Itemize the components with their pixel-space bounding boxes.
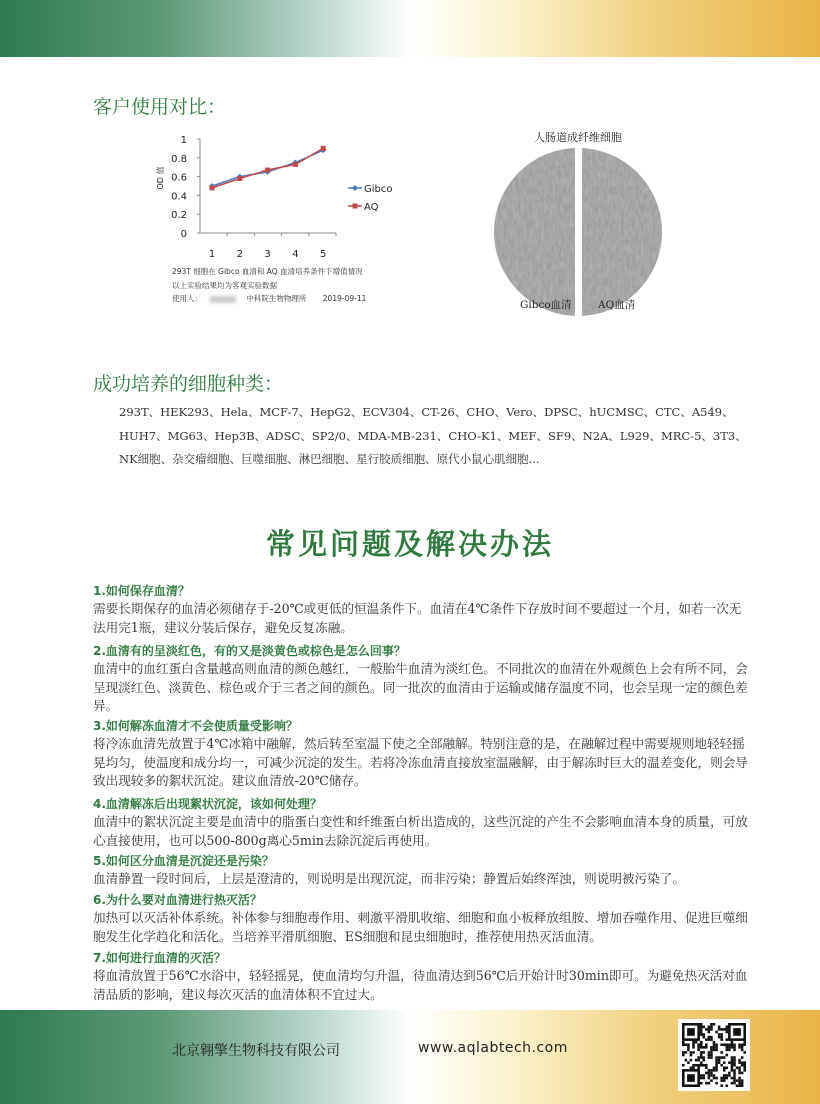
faq-item — [93, 892, 753, 946]
faq-item — [93, 796, 753, 850]
faq-item — [93, 853, 753, 889]
legend-label: AQ — [364, 202, 379, 213]
x-tick-label: 1 — [208, 249, 216, 260]
faq-answer: 血清静置一段时间后，上层是澄清的，则说明是出现沉淀，而非污染；静置后始终浑浊，则说明被污染了。 — [93, 871, 685, 886]
x-tick-label: 2 — [236, 249, 243, 260]
company-name: 北京翱擎生物科技有限公司 — [172, 1043, 340, 1059]
gibco-label: Gibco血清 — [520, 299, 572, 311]
faq-question: 3.如何解冻血清才不会使质量受影响？ — [93, 719, 298, 733]
qr-code — [678, 1019, 750, 1091]
section-title-cell-types: 成功培养的细胞种类： — [93, 373, 284, 395]
data-point-AQ — [210, 185, 215, 190]
data-point-AQ — [293, 162, 298, 167]
faq-answer: 需要长期保存的血清必须储存于-20℃或更低的恒温条件下。血清在4℃条件下存放时间不要超过一个月，如若一次无法用完1瓶，建议分装后保存，避免反复冻融。 — [93, 601, 742, 635]
y-tick-label: 0.2 — [171, 210, 187, 222]
data-point-AQ — [265, 168, 270, 173]
aq-label: AQ血清 — [598, 299, 636, 311]
faq-item — [93, 718, 753, 791]
legend-label: Gibco — [364, 184, 393, 195]
data-point-AQ — [237, 176, 242, 181]
legend-marker — [352, 185, 358, 191]
y-tick-label: 0.8 — [171, 153, 187, 165]
faq-answer: 血清中的血红蛋白含量越高则血清的颜色越红，一般胎牛血清为淡红色。不同批次的血清在外观颜色上会有所不同，会呈现淡红色、淡黄色、棕色或介于三者之间的颜色。同一批次的血清由于运输或储存温度不同，也会呈现一定的颜色差异。 — [93, 661, 748, 713]
faq-question: 7.如何进行血清的灭活？ — [93, 951, 226, 965]
cell-list-line: 293T、HEK293、Hela、MCF-7、HepG2、ECV304、CT-26、CHO、Vero、DPSC、hUCMSC、CTC、A549、 — [119, 405, 734, 419]
y-tick-label: 0.6 — [171, 172, 187, 184]
faq-title: 常见问题及解决办法 — [265, 527, 554, 561]
cell-micrograph — [490, 145, 670, 320]
faq-answer: 加热可以灭活补体系统。补体参与细胞毒作用、刺激平滑肌收缩、细胞和血小板释放组胺、增加吞噬作用、促进巨噬细胞发生化学趋化和活化。当培养平滑肌细胞、ES细胞和昆虫细胞时，推荐使用热灭活血清。 — [93, 910, 748, 944]
faq-question: 2.血清有的呈淡红色，有的又是淡黄色或棕色是怎么回事？ — [93, 644, 406, 658]
data-point-AQ — [321, 146, 326, 151]
faq-answer: 血清中的絮状沉淀主要是血清中的脂蛋白变性和纤维蛋白析出造成的，这些沉淀的产生不会影响血清本身的质量，可放心直接使用，也可以500-800g离心5min去除沉淀后再使用。 — [93, 814, 748, 848]
growth-chart — [0, 0, 820, 330]
x-tick-label: 4 — [292, 249, 299, 260]
institute: 中科院生物物理所 — [246, 294, 307, 303]
chart-user-line — [172, 293, 366, 304]
faq-question: 1.如何保存血清？ — [93, 584, 190, 598]
faq-question: 5.如何区分血清是沉淀还是污染？ — [93, 854, 274, 868]
faq-question: 6.为什么要对血清进行热灭活？ — [93, 893, 262, 907]
y-axis-label: OD 值 — [156, 166, 165, 190]
chart-caption: 293T 细胞在 Gibco 血清和 AQ 血清培养条件下增值情况 — [172, 267, 363, 276]
section-title-comparison: 客户使用对比： — [93, 96, 227, 118]
user-label: 使用人： — [172, 294, 202, 303]
micrograph-title: 人肠道成纤维细胞 — [534, 131, 622, 144]
x-tick-label: 3 — [264, 249, 271, 260]
y-tick-label: 0.4 — [171, 191, 187, 203]
cell-list-line: NK细胞、杂交瘤细胞、巨噬细胞、淋巴细胞、星行胶质细胞、原代小鼠心肌细胞... — [119, 452, 540, 466]
chart-note: 以上实验结果均为客观实验数据 — [172, 281, 277, 290]
faq-answer: 将血清放置于56℃水浴中，轻轻摇晃，使血清均匀升温，待血清达到56℃后开始计时30min即可。为避免热灭活对血清品质的影响，建议每次灭活的血清体积不宜过大。 — [93, 968, 748, 1002]
faq-item — [93, 583, 753, 637]
blurred-name — [210, 296, 236, 303]
y-tick-label: 1 — [180, 135, 187, 146]
faq-item — [93, 950, 753, 1004]
faq-answer: 将冷冻血清先放置于4℃冰箱中融解，然后转至室温下使之全部融解。特别注意的是，在融解过程中需要规则地轻轻摇晃均匀，使温度和成分均一，可减少沉淀的发生。若将冷冻血清直接放室温融解，由于解冻时巨大的温差变化，则会导致出现较多的絮状沉淀。建议血清放-20℃储存。 — [93, 736, 748, 788]
legend-marker — [353, 204, 358, 209]
y-tick-label: 0 — [180, 229, 187, 240]
cell-list-line: HUH7、MG63、Hep3B、ADSC、SP2/0、MDA-MB-231、CHO-K1、MEF、SF9、N2A、L929、MRC-5、3T3、 — [119, 429, 747, 443]
x-tick-label: 5 — [320, 249, 327, 260]
date: 2019-09-11 — [322, 294, 367, 303]
faq-item — [93, 643, 753, 716]
website-link[interactable]: www.aqlabtech.com — [418, 1040, 568, 1056]
faq-question: 4.血清解冻后出现絮状沉淀，该如何处理？ — [93, 797, 322, 811]
